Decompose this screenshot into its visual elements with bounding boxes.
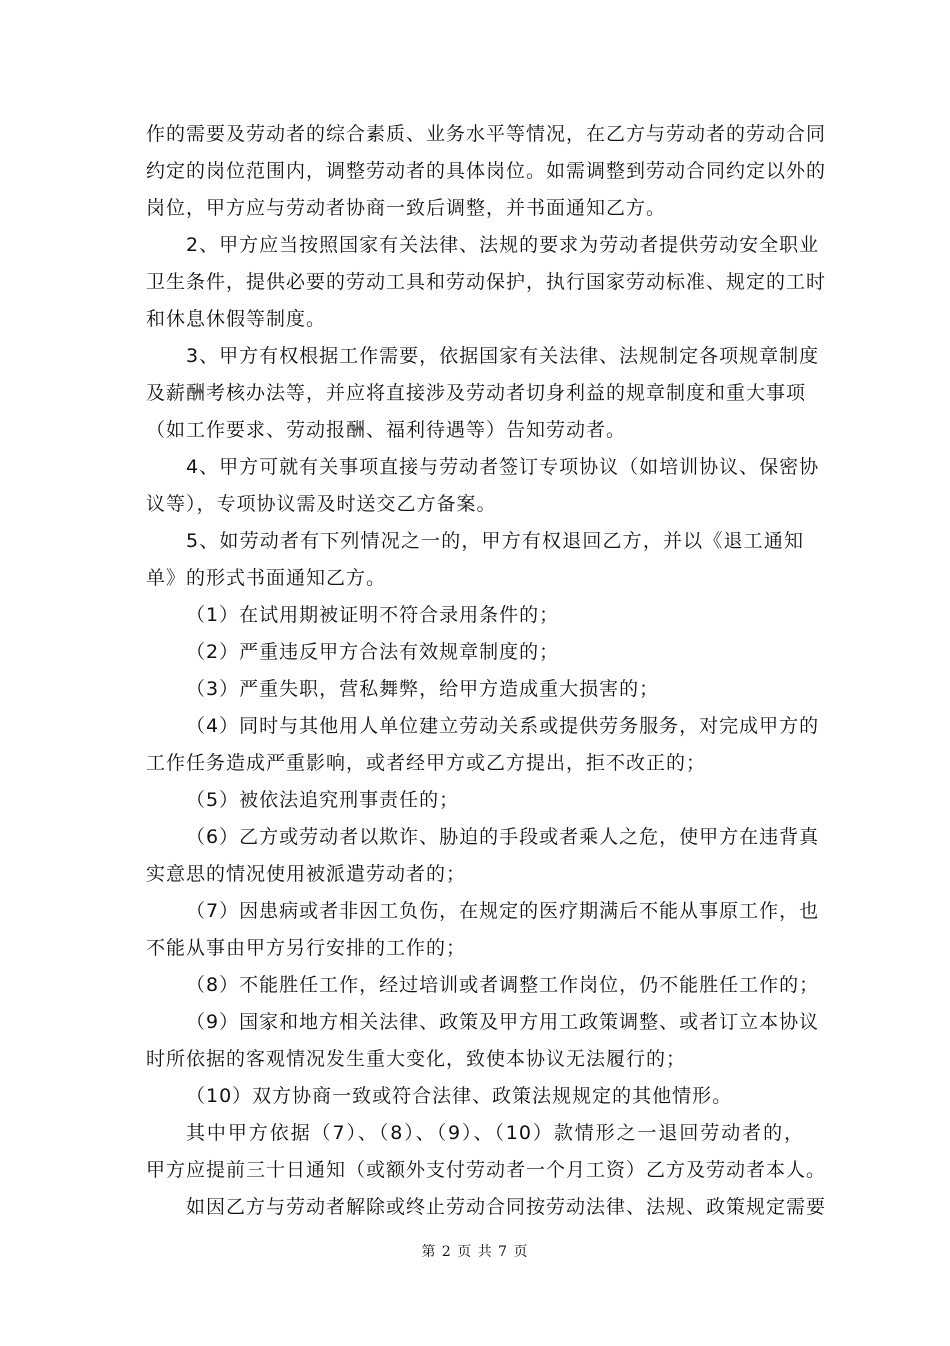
text-line: 约定的岗位范围内，调整劳动者的具体岗位。如需调整到劳动合同约定以外的 <box>146 160 827 182</box>
list-item: （6）乙方或劳动者以欺诈、胁迫的手段或者乘人之危，使甲方在违背真 <box>186 826 820 848</box>
text-line: 卫生条件，提供必要的劳动工具和劳动保护，执行国家劳动标准、规定的工时 <box>146 271 827 293</box>
text-line: 时所依据的客观情况发生重大变化，致使本协议无法履行的； <box>146 1048 687 1070</box>
text-line: 和休息休假等制度。 <box>146 308 327 330</box>
text-line: 4、甲方可就有关事项直接与劳动者签订专项协议（如培训协议、保密协 <box>186 456 820 478</box>
text-line: 岗位，甲方应与劳动者协商一致后调整，并书面通知乙方。 <box>146 197 667 219</box>
text-line: 其中甲方依据（7）、（8）、（9）、（10）款情形之一退回劳动者的， <box>186 1122 804 1144</box>
text-line: 3、甲方有权根据工作需要，依据国家有关法律、法规制定各项规章制度 <box>186 345 820 367</box>
page-footer: 第 2 页 共 7 页 <box>421 1244 529 1260</box>
list-item: （2）严重违反甲方合法有效规章制度的； <box>186 641 560 663</box>
text-line: 单》的形式书面通知乙方。 <box>146 567 387 589</box>
list-item: （9）国家和地方相关法律、政策及甲方用工政策调整、或者订立本协议 <box>186 1011 820 1033</box>
text-line: 及薪酬考核办法等，并应将直接涉及劳动者切身利益的规章制度和重大事项 <box>146 382 807 404</box>
list-item: （4）同时与其他用人单位建立劳动关系或提供劳务服务，对完成甲方的 <box>186 715 820 737</box>
text-line: 2、甲方应当按照国家有关法律、法规的要求为劳动者提供劳动安全职业 <box>186 234 820 256</box>
text-line: 实意思的情况使用被派遣劳动者的； <box>146 863 467 885</box>
text-line: 如因乙方与劳动者解除或终止劳动合同按劳动法律、法规、政策规定需要 <box>186 1196 827 1218</box>
text-line: 5、如劳动者有下列情况之一的，甲方有权退回乙方，并以《退工通知 <box>186 530 804 552</box>
text-line: （如工作要求、劳动报酬、福利待遇等）告知劳动者。 <box>146 419 627 441</box>
list-item: （7）因患病或者非因工负伤，在规定的医疗期满后不能从事原工作，也 <box>186 900 820 922</box>
text-line: 不能从事由甲方另行安排的工作的； <box>146 937 467 959</box>
text-line: 议等），专项协议需及时送交乙方备案。 <box>146 493 497 515</box>
text-line: 甲方应提前三十日通知（或额外支付劳动者一个月工资）乙方及劳动者本人。 <box>146 1159 827 1181</box>
text-line: 作的需要及劳动者的综合素质、业务水平等情况，在乙方与劳动者的劳动合同 <box>146 123 827 145</box>
text-line: 工作任务造成严重影响，或者经甲方或乙方提出，拒不改正的； <box>146 752 707 774</box>
list-item: （10）双方协商一致或符合法律、政策法规规定的其他情形。 <box>186 1085 733 1107</box>
list-item: （3）严重失职，营私舞弊，给甲方造成重大损害的； <box>186 678 660 700</box>
list-item: （5）被依法追究刑事责任的； <box>186 789 460 811</box>
list-item: （1）在试用期被证明不符合录用条件的； <box>186 604 560 626</box>
list-item: （8）不能胜任工作，经过培训或者调整工作岗位，仍不能胜任工作的； <box>186 974 820 996</box>
